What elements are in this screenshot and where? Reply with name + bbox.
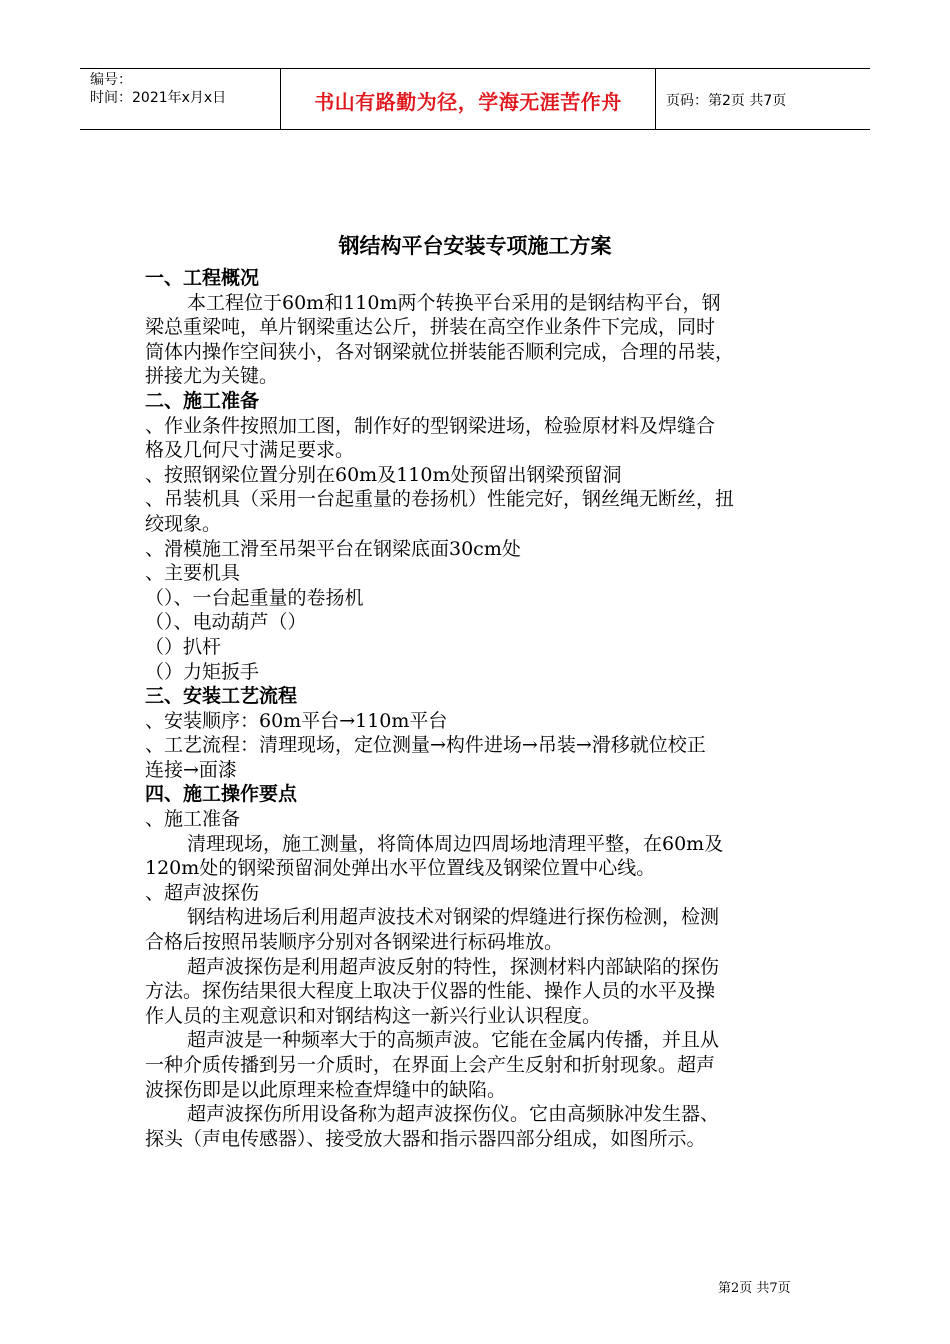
- body-line: 、作业条件按照加工图，制作好的型钢梁进场，检验原材料及焊缝合: [145, 414, 716, 437]
- doc-date-label: 时间：2021年x月x日: [90, 90, 227, 106]
- body-line: 、按照钢梁位置分别在60m及110m处预留出钢梁预留洞: [145, 463, 622, 486]
- body-line: 拼接尤为关键。: [145, 365, 279, 388]
- body-line: 探头（声电传感器）、接受放大器和指示器四部分组成，如图所示。: [145, 1127, 706, 1150]
- body-line: （）、电动葫芦（）: [145, 611, 307, 634]
- section-heading: 四、施工操作要点: [145, 783, 298, 806]
- body-line: 120m处的钢梁预留洞处弹出水平位置线及钢梁位置中心线。: [145, 857, 656, 880]
- body-line: 、安装顺序：60m平台→110m平台: [145, 709, 448, 732]
- body-line: 超声波探伤是利用超声波反射的特性，探测材料内部缺陷的探伤: [187, 955, 720, 978]
- doc-number-label: 编号：: [90, 72, 132, 88]
- body-line: 、超声波探伤: [145, 881, 260, 904]
- section-heading: 二、施工准备: [145, 389, 260, 412]
- body-line: 一种介质传播到另一介质时，在界面上会产生反射和折射现象。超声: [145, 1054, 716, 1076]
- header-motto: 书山有路勤为径，学海无涯苦作舟: [314, 90, 622, 114]
- body-line: 本工程位于60m和110m两个转换平台采用的是钢结构平台，钢: [187, 291, 721, 314]
- header-page-info: 页码：第2页 共7页: [666, 93, 787, 109]
- body-line: 、滑模施工滑至吊架平台在钢梁底面30cm处: [145, 537, 521, 560]
- body-line: （）、一台起重量的卷扬机: [145, 586, 364, 609]
- page-footer: 第2页 共7页: [718, 1281, 791, 1296]
- body-line: 、工艺流程：清理现场，定位测量→构件进场→吊装→滑移就位校正: [145, 734, 706, 757]
- body-line: 合格后按照吊装顺序分别对各钢梁进行标码堆放。: [145, 931, 564, 954]
- header-motto-cell: [281, 69, 656, 129]
- document-body: [145, 266, 810, 1151]
- body-line: 波探伤即是以此原理来检查焊缝中的缺陷。: [145, 1078, 507, 1101]
- body-line: 、施工准备: [145, 808, 241, 831]
- body-line: 筒体内操作空间狭小，各对钢梁就位拼装能否顺利完成，合理的吊装，: [145, 340, 735, 363]
- body-line: 、吊装机具（采用一台起重量的卷扬机）性能完好，钢丝绳无断丝，扭: [145, 488, 735, 511]
- header-meta-cell: [80, 69, 281, 129]
- body-line: 作人员的主观意识和对钢结构这一新兴行业认识程度。: [145, 1004, 602, 1027]
- body-line: 格及几何尺寸满足要求。: [145, 439, 355, 462]
- body-line: （）扒杆: [145, 635, 222, 658]
- page-header: [80, 68, 870, 130]
- section-heading: 一、工程概况: [145, 267, 260, 289]
- section-heading: 三、安装工艺流程: [145, 685, 298, 708]
- body-line: （）力矩扳手: [145, 660, 260, 683]
- document-title: 钢结构平台安装专项施工方案: [338, 234, 612, 258]
- body-line: 超声波探伤所用设备称为超声波探伤仪。它由高频脉冲发生器、: [187, 1103, 720, 1126]
- body-line: 梁总重梁吨，单片钢梁重达公斤，拼装在高空作业条件下完成，同时: [145, 316, 716, 339]
- body-line: 方法。探伤结果很大程度上取决于仪器的性能、操作人员的水平及操: [145, 980, 716, 1003]
- body-line: 超声波是一种频率大于的高频声波。它能在金属内传播，并且从: [187, 1029, 720, 1052]
- body-line: 、主要机具: [145, 562, 241, 585]
- header-page-cell: [656, 69, 870, 129]
- body-line: 清理现场，施工测量，将筒体周边四周场地清理平整，在60m及: [187, 832, 724, 855]
- body-line: 钢结构进场后利用超声波技术对钢梁的焊缝进行探伤检测，检测: [187, 906, 720, 929]
- body-line: 绞现象。: [145, 512, 222, 535]
- body-line: 连接→面漆: [145, 758, 237, 781]
